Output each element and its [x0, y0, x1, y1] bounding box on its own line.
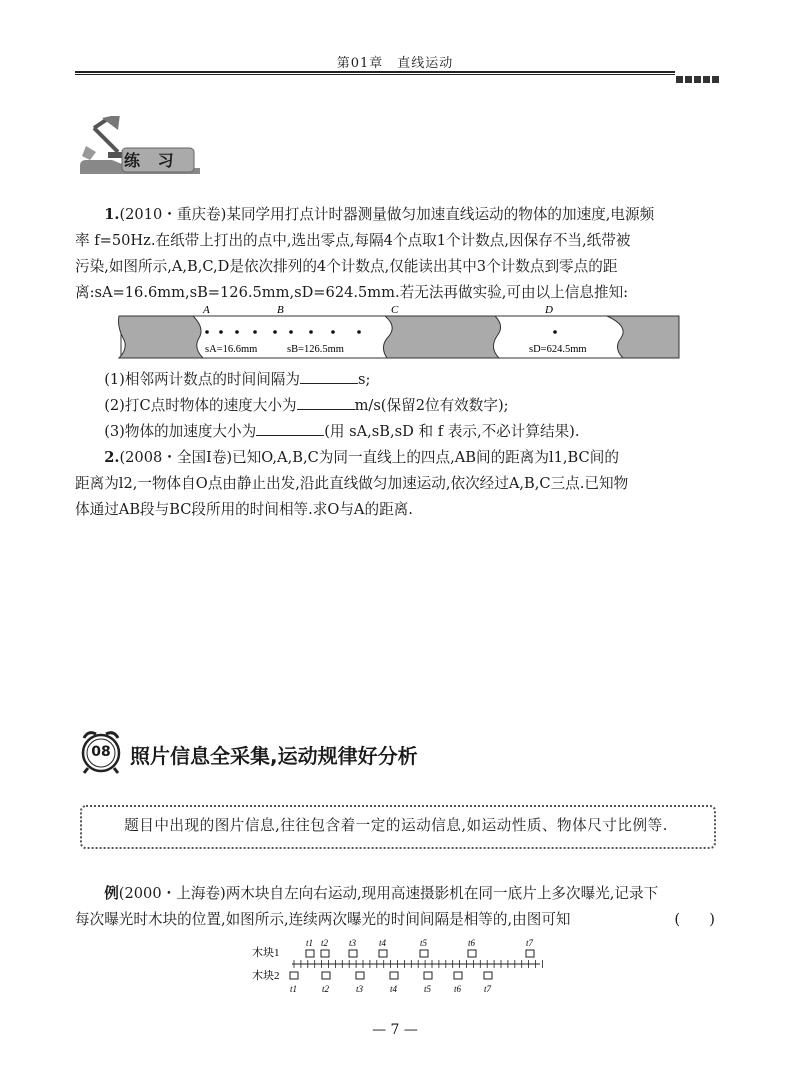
block-position	[390, 972, 398, 979]
example-text: 两木块自左向右运动,现用高速摄影机在同一底片上多次曝光,记录下	[225, 885, 659, 902]
question-text: 率 f=50Hz.在纸带上打出的点中,选出零点,每隔4个点取1个计数点,因保存不当,纸带被	[75, 232, 631, 249]
tape-label-c: C	[391, 304, 399, 316]
answer-blank-1[interactable]	[300, 367, 358, 384]
question-2	[75, 445, 715, 523]
block-1-positions	[306, 938, 534, 957]
question-number: 2.	[104, 449, 120, 466]
section-number: 08	[91, 744, 111, 760]
subquestion-2-unit: m/s(保留2位有效数字);	[354, 397, 509, 414]
time-label: t6	[454, 984, 462, 994]
question-text: 距离为l2,一物体自O点由静止出发,沿此直线做匀加速运动,依次经过A,B,C三点.已知物	[75, 475, 629, 492]
question-source: (2010・重庆卷)	[119, 206, 227, 223]
time-label: t6	[468, 938, 476, 948]
time-label: t2	[321, 938, 329, 948]
subquestion-1-unit: s;	[358, 371, 371, 388]
block-position	[322, 972, 330, 979]
block-2-label: 木块2	[252, 970, 280, 982]
block-2-positions	[290, 972, 492, 994]
tape-label-a: A	[203, 304, 210, 316]
block-position	[356, 972, 364, 979]
time-label: t5	[424, 984, 432, 994]
subquestion-2: (2)打C点时物体的速度大小为	[104, 397, 297, 414]
question-number: 1.	[104, 206, 120, 223]
chapter-header: 第01章 直线运动	[336, 56, 454, 71]
question-text: 某同学用打点计时器测量做匀加速直线运动的物体的加速度,电源频	[226, 206, 655, 223]
header-rule-thin	[75, 74, 675, 75]
tape-sb-label: sB=126.5mm	[287, 344, 344, 355]
question-1	[75, 202, 715, 306]
paper-tape-figure	[115, 302, 685, 364]
time-label: t1	[290, 984, 298, 994]
block-position	[379, 950, 387, 957]
question-text: 已知O,A,B,C为同一直线上的四点,AB间的距离为l1,BC间的	[232, 449, 619, 466]
tape-sd-label: sD=624.5mm	[529, 344, 587, 355]
time-label: t4	[390, 984, 398, 994]
question-text: 体通过AB段与BC段所用的时间相等.求O与A的距离.	[75, 501, 413, 518]
block-position	[484, 972, 492, 979]
header-squares-decoration	[676, 68, 721, 87]
answer-paren[interactable]: ( )	[674, 911, 715, 928]
example-text: 每次曝光时木块的位置,如图所示,连续两次曝光的时间间隔是相等的,由图可知	[75, 911, 571, 928]
block-position	[468, 950, 476, 957]
tape-sa-label: sA=16.6mm	[205, 344, 258, 355]
block-position	[321, 950, 329, 957]
subquestion-3: (3)物体的加速度大小为	[104, 423, 257, 440]
question-text: 污染,如图所示,A,B,C,D是依次排列的4个计数点,仅能读出其中3个计数点到零点的距	[75, 258, 618, 275]
time-label: t1	[306, 938, 314, 948]
subquestion-3-hint: (用 sA,sB,sD 和 f 表示,不必计算结果).	[324, 423, 580, 440]
question-source: (2008・全国Ⅰ卷)	[119, 449, 233, 466]
time-label: t3	[356, 984, 364, 994]
time-label: t4	[379, 938, 387, 948]
header-rule	[75, 71, 675, 73]
example-source: (2000・上海卷)	[118, 885, 226, 902]
page-number: — 7 —	[372, 1022, 418, 1038]
answer-blank-2[interactable]	[297, 393, 355, 410]
time-label: t3	[349, 938, 357, 948]
example-question	[75, 881, 715, 933]
tape-label-b: B	[277, 304, 284, 316]
time-label: t2	[322, 984, 330, 994]
question-text: 离:sA=16.6mm,sB=126.5mm,sD=624.5mm.若无法再做实验,可由以上信息推知:	[75, 284, 629, 301]
tape-label-d: D	[545, 304, 553, 316]
time-label: t7	[484, 984, 492, 994]
block-position	[290, 972, 298, 979]
block-exposure-figure	[250, 934, 550, 998]
tip-text: 题目中出现的图片信息,往往包含着一定的运动信息,如运动性质、物体尺寸比例等.	[124, 817, 668, 834]
subquestion-1: (1)相邻两计数点的时间间隔为	[104, 371, 300, 388]
time-label: t5	[420, 938, 428, 948]
practice-label: 练 习	[124, 151, 180, 170]
block-position	[306, 950, 314, 957]
block-position	[420, 950, 428, 957]
block-position	[526, 950, 534, 957]
answer-blank-3[interactable]	[256, 419, 324, 436]
block-position	[424, 972, 432, 979]
block-position	[349, 950, 357, 957]
question-1-subparts	[75, 367, 715, 445]
example-prefix: 例	[104, 885, 119, 902]
time-label: t7	[526, 938, 534, 948]
block-position	[454, 972, 462, 979]
section-title: 照片信息全采集,运动规律好分析	[130, 744, 418, 768]
block-1-label: 木块1	[252, 947, 280, 959]
